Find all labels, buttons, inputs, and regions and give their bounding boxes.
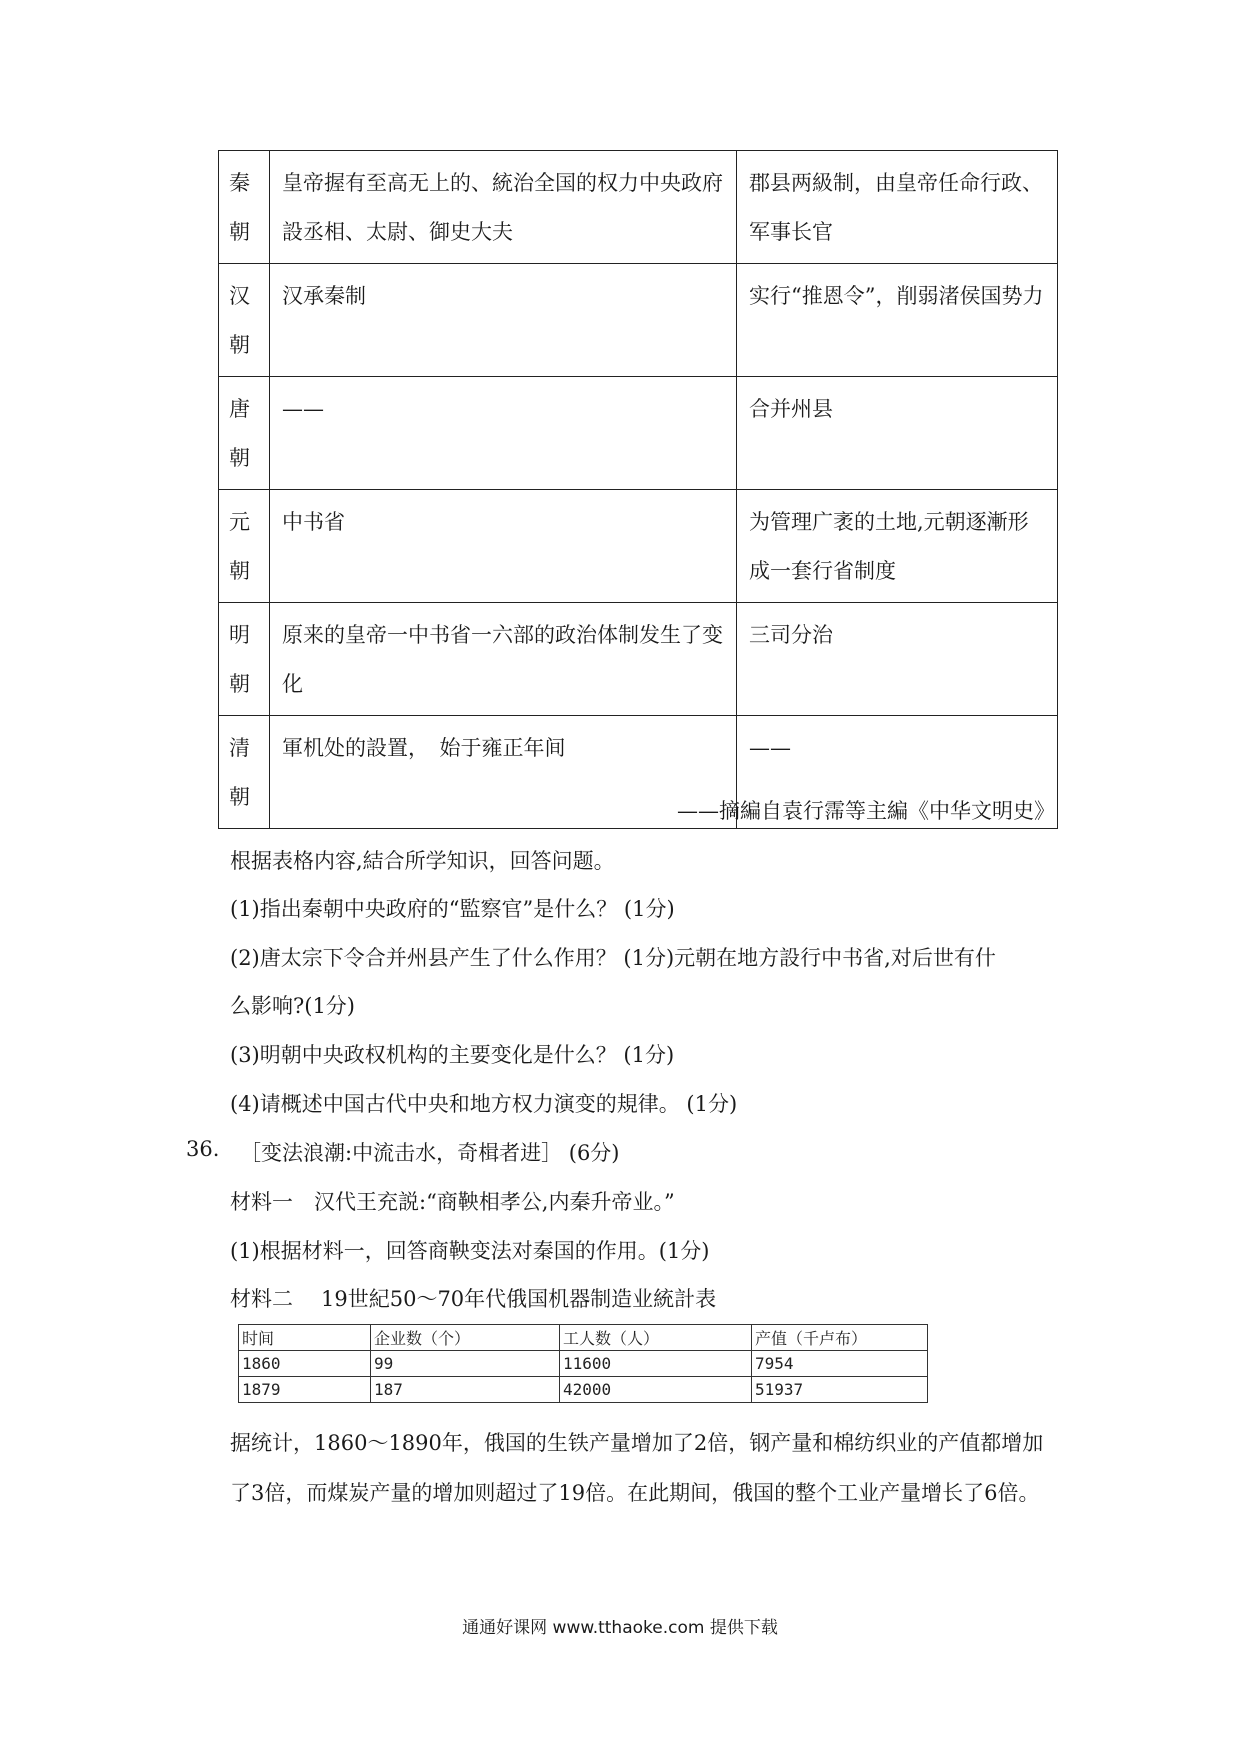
column-header: 产值（千卢布） — [752, 1325, 928, 1351]
table-header-row — [239, 1325, 928, 1351]
footer-credit: 通通好课网 www.tthaoke.com 提供下载 — [462, 1618, 778, 1638]
table-row — [219, 377, 1058, 490]
table-cell: 11600 — [560, 1351, 752, 1377]
question-1: (1)指出秦朝中央政府的“監察官”是什么？ (1分) — [230, 897, 675, 921]
central-cell: 皇帝握有至高无上的、統治全国的权力中央政府設丞相、太尉、御史大夫 — [270, 151, 737, 264]
local-cell: —— — [737, 716, 1058, 829]
material-2-heading — [230, 1283, 716, 1313]
table-cell: 99 — [371, 1351, 560, 1377]
instruction-text: 根据表格内容,結合所学知识，回答问题。 — [230, 849, 615, 873]
table-row — [219, 264, 1058, 377]
local-cell: 实行“推恩令”，削弱渚侯国势力 — [737, 264, 1058, 377]
material-2-label: 材料二 — [230, 1287, 293, 1311]
central-cell: 軍机处的設置， 始于雍正年间 — [270, 716, 737, 829]
central-cell: 中书省 — [270, 490, 737, 603]
material-2-title: 19世紀50～70年代俄国机器制造业統計表 — [321, 1287, 717, 1311]
dynasty-cell: 唐 朝 — [219, 377, 270, 490]
table-cell: 1879 — [239, 1377, 371, 1403]
material-1: 材料一 汉代王充説:“商鞅相孝公,内秦升帝业。” — [230, 1190, 675, 1214]
question-2-continued: 么影响?(1分) — [230, 994, 356, 1018]
column-header: 企业数（个） — [371, 1325, 560, 1351]
column-header: 时间 — [239, 1325, 371, 1351]
local-cell: 为管理广袤的土地,元朝逐漸形成一套行省制度 — [737, 490, 1058, 603]
local-cell: 三司分治 — [737, 603, 1058, 716]
table-cell: 51937 — [752, 1377, 928, 1403]
table-cell: 42000 — [560, 1377, 752, 1403]
dynasty-table — [218, 150, 1058, 829]
table-row — [219, 490, 1058, 603]
central-cell: 汉承秦制 — [270, 264, 737, 377]
dynasty-cell: 清 朝 — [219, 716, 270, 829]
local-cell: 合并州县 — [737, 377, 1058, 490]
dynasty-cell: 秦 朝 — [219, 151, 270, 264]
question-36-number: 36. — [186, 1137, 220, 1161]
dynasty-cell: 汉 朝 — [219, 264, 270, 377]
sub-question-1: (1)根据材料一，回答商鞅变法对秦国的作用。(1分) — [230, 1239, 710, 1263]
dynasty-cell: 明 朝 — [219, 603, 270, 716]
table-row — [239, 1377, 928, 1403]
question-3: (3)明朝中央政权机构的主要变化是什么？ (1分) — [230, 1043, 675, 1067]
local-cell: 郡县两級制，由皇帝任命行政、军事长官 — [737, 151, 1058, 264]
statistics-paragraph: 据统计，1860～1890年，俄国的生铁产量增加了2倍，钢产量和棉纺织业的产值都增加了3倍，而煤炭产量的增加则超过了19倍。在此期间，俄国的整个工业产量增长了6倍。 — [230, 1431, 1044, 1505]
table-cell: 187 — [371, 1377, 560, 1403]
table-row — [239, 1351, 928, 1377]
dynasty-cell: 元 朝 — [219, 490, 270, 603]
statistics-table — [238, 1324, 928, 1403]
table-row — [219, 151, 1058, 264]
central-cell: —— — [270, 377, 737, 490]
question-36-title: ［变法浪潮:中流击水，奇楫者进］ (6分) — [240, 1141, 620, 1165]
source-citation: ——摘編自袁行霈等主編《中华文明史》 — [677, 799, 1055, 823]
table-cell: 1860 — [239, 1351, 371, 1377]
question-4: (4)请概述中国古代中央和地方权力演变的規律。 (1分) — [230, 1092, 738, 1116]
table-row — [219, 603, 1058, 716]
central-cell: 原来的皇帝一中书省一六部的政治体制发生了变化 — [270, 603, 737, 716]
table-cell: 7954 — [752, 1351, 928, 1377]
question-2: (2)唐太宗下令合并州县产生了什么作用？ (1分)元朝在地方設行中书省,对后世有什 — [230, 946, 996, 970]
column-header: 工人数（人） — [560, 1325, 752, 1351]
